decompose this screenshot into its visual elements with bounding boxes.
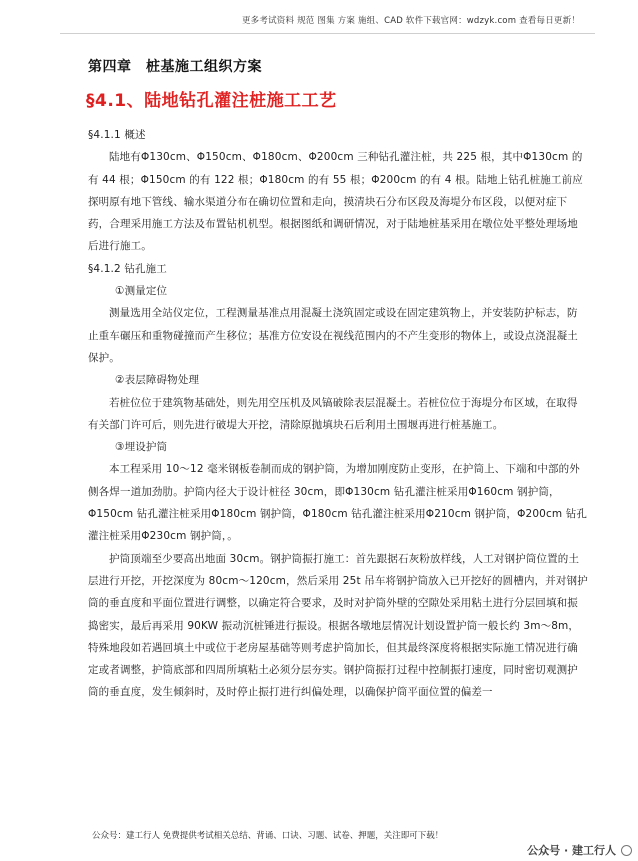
step-3-title: ③埋设护筒 [115,441,168,454]
watermark-text: 公众号 · 建工行人 [527,844,616,857]
subsection-heading-4-1-2: §4.1.2 钻孔施工 [88,262,167,275]
section-title: §4.1、陆地钻孔灌注桩施工工艺 [86,91,337,111]
step-3-paragraph-2: 护筒顶端至少要高出地面 30cm。钢护筒振打施工：首先跟据石灰粉放样线，人工对钢护筒位置的土层进行开挖，开挖深度为 80cm～120cm，然后采用 25t 吊车将钢护筒放入已开挖好的圆槽内，并对钢护筒的垂直度和平面位置进行调整，以确定符合要求，及时对护筒外壁的空隙处采用粘土进行分层回填和振捣密实，最后再采用 90KW 振动沉桩锤进行振设。根据各墩地层情况计划设置护筒一般长约 3m～8m，特殊地段如若遇回填土中或位于老房屋基础等则考虑护筒加长，但其最终深度将根据实际施工情况进行确定或者调整，护筒底部和四周所填粘土必须分层夯实。钢护筒振打过程中控制振打速度，同时密切观测护筒的垂直度，发生倾斜时，及时停止振打进行纠偏处理，以确保护筒平面位置的偏差一 [88,552,588,699]
site-banner: 更多考试资料 规范 图集 方案 施组、CAD 软件下载官网：wdzyk.com 查看每日更新！ [241,16,580,26]
document-body [88,124,588,704]
chapter-title: 第四章 桩基施工组织方案 [88,59,262,75]
step-1-paragraph: 测量选用全站仪定位，工程测量基准点用混凝土浇筑固定或设在固定建筑物上，并安装防护标志，防止重车碾压和重物碰撞而产生移位；基准方位安设在视线范围内的不产生变形的物体上，或设点浇混凝土保护。 [88,307,578,364]
watermark-icon [621,845,632,856]
footer-note: 公众号：建工行人 免费提供考试相关总结、背诵、口诀、习题、试卷、押题，关注即可下载！ [92,831,444,841]
step-3-paragraph: 本工程采用 10～12 毫米钢板卷制而成的钢护筒，为增加刚度防止变形，在护筒上、下端和中部的外侧各焊一道加劲肋。护筒内径大于设计桩径 30cm，即Φ130cm 钻孔灌注桩采用Φ160cm 钢护筒，Φ150cm 钻孔灌注桩采用Φ180cm 钢护筒，Φ180cm 钻孔灌注桩采用Φ210cm 钢护筒，Φ200cm 钻孔灌注桩采用Φ230cm 钢护筒，。 [88,463,588,543]
step-2-paragraph: 若桩位位于建筑物基础处，则先用空压机及风镐破除表层混凝土。若桩位位于海堤分布区域，在取得有关部门许可后，则先进行破堤大开挖，清除原抛填块石后利用土围堰再进行桩基施工。 [88,396,578,431]
step-1-title: ①测量定位 [115,285,168,298]
header-divider [60,33,595,34]
step-2-title: ②表层障碍物处理 [115,374,200,387]
watermark [527,842,632,858]
subsection-heading-4-1-1: §4.1.1 概述 [88,129,146,141]
overview-paragraph: 陆地有Φ130cm、Φ150cm、Φ180cm、Φ200cm 三种钻孔灌注桩，共 225 根，其中Φ130cm 的有 44 根；Φ150cm 的有 122 根；Φ180cm 的有 55 根；Φ200cm 的有 4 根。陆地上钻孔桩施工前应探明原有地下管线、输水渠道分布在确切位置和走向，摸清块石分布区段及海堤分布区段，以便对症下药，合理采用施工方法及布置钻机机型。根据图纸和调研情况，对于陆地桩基采用在墩位处平整处理场地后进行施工。 [88,151,583,253]
